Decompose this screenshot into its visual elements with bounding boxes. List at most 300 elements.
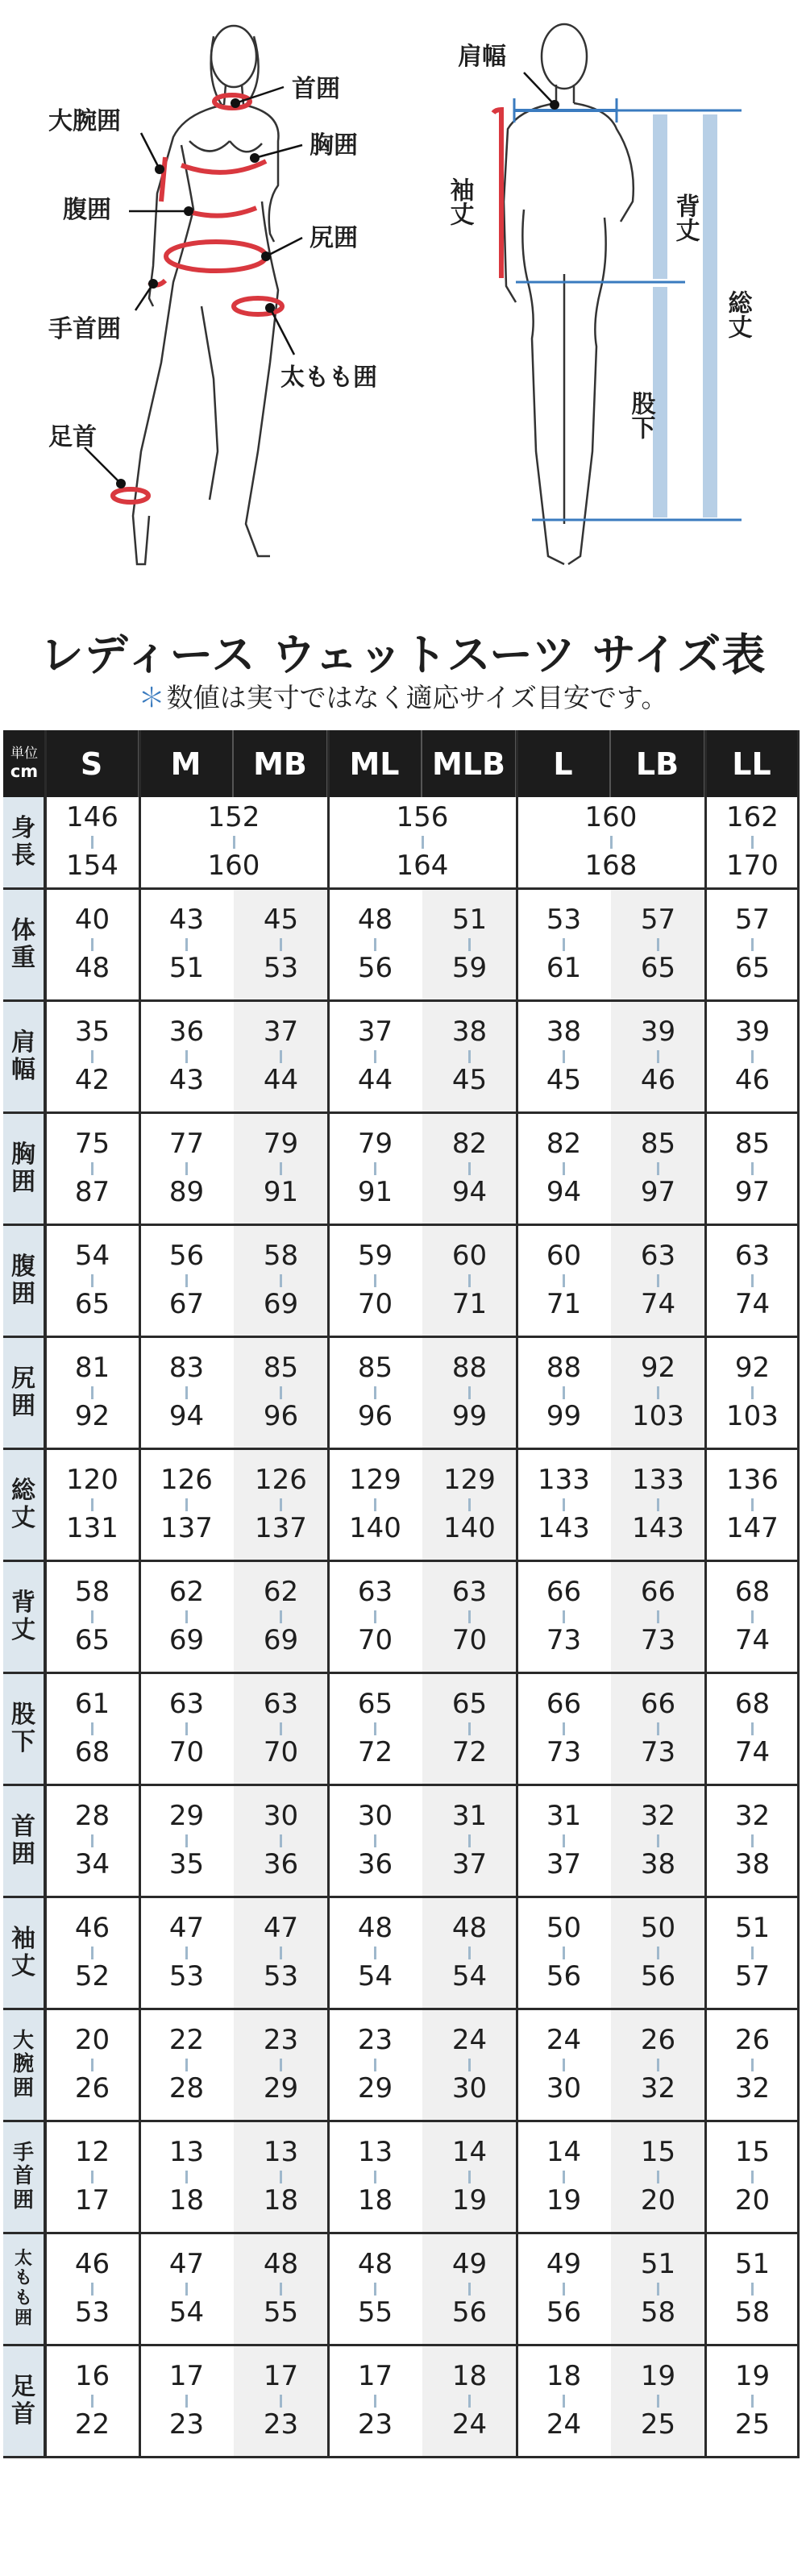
row-label-char: 長 (11, 841, 35, 870)
row-label (3, 2122, 45, 2234)
range-dash (374, 2171, 376, 2183)
row-label-char: 体 (11, 916, 35, 945)
value-cell (517, 2122, 611, 2234)
range-min: 48 (451, 1912, 488, 1945)
value-cell (422, 2346, 517, 2458)
range-max: 17 (74, 2184, 110, 2217)
range-max: 30 (451, 2072, 488, 2104)
value-cell (234, 2234, 328, 2346)
range-dash (657, 1386, 659, 1399)
range-max: 99 (546, 1400, 582, 1432)
range-dash (374, 1947, 376, 1959)
range-min: 85 (263, 1352, 299, 1385)
range-dash (185, 2059, 188, 2071)
range-min: 62 (168, 1576, 205, 1609)
range-min: 22 (168, 2024, 205, 2057)
range-dash (91, 1274, 93, 1287)
range-min: 82 (546, 1128, 582, 1161)
value-cell (517, 1002, 611, 1114)
range-dash (374, 1274, 376, 1287)
range-max: 99 (451, 1400, 488, 1432)
range-min: 92 (640, 1352, 676, 1385)
range-dash (91, 1947, 93, 1959)
value-cell (328, 1114, 422, 1226)
range-max: 35 (168, 1848, 205, 1880)
range-dash (751, 2059, 754, 2071)
range-dash (91, 1498, 93, 1511)
range-min: 82 (451, 1128, 488, 1161)
range-min: 83 (168, 1352, 205, 1385)
label-back-length: 背丈 (671, 193, 700, 242)
range-min: 120 (66, 1464, 118, 1497)
value-cell (422, 2010, 517, 2122)
range-min: 15 (734, 2136, 771, 2169)
range-min: 32 (640, 1800, 676, 1833)
range-min: 20 (74, 2024, 110, 2057)
range-max: 42 (74, 1064, 110, 1096)
value-cell (705, 1450, 800, 1562)
value-cell (705, 2010, 800, 2122)
range-dash (657, 1050, 659, 1063)
range-max: 54 (168, 2296, 205, 2329)
range-max: 89 (168, 1176, 205, 1208)
range-dash (563, 1274, 565, 1287)
range-min: 88 (451, 1352, 488, 1385)
row-label (3, 2234, 45, 2346)
size-table (3, 730, 800, 2571)
range-min: 56 (168, 1240, 205, 1273)
range-dash (422, 836, 424, 849)
range-min: 12 (74, 2136, 110, 2169)
range-dash (657, 1834, 659, 1847)
range-dash (563, 1722, 565, 1735)
value-cell (139, 2122, 234, 2234)
range-dash (751, 2283, 754, 2296)
range-min: 85 (357, 1352, 393, 1385)
range-min: 26 (640, 2024, 676, 2057)
value-cell (234, 1786, 328, 1898)
range-max: 38 (734, 1848, 771, 1880)
range-max: 65 (74, 1624, 110, 1656)
range-dash (280, 1610, 282, 1623)
range-min: 28 (74, 1800, 110, 1833)
value-cell (517, 1114, 611, 1226)
range-min: 48 (357, 2248, 393, 2281)
range-min: 50 (640, 1912, 676, 1945)
height-cell (705, 797, 800, 890)
value-cell (422, 1002, 517, 1114)
range-max: 65 (640, 952, 676, 984)
range-dash (468, 1947, 471, 1959)
value-cell (705, 2234, 800, 2346)
back-measure-lines (493, 98, 742, 520)
range-min: 18 (451, 2360, 488, 2393)
range-dash (563, 1050, 565, 1063)
note-text: 数値は実寸ではなく適応サイズ目安です。 (166, 682, 668, 713)
range-min: 26 (734, 2024, 771, 2057)
range-max: 53 (74, 2296, 110, 2329)
range-dash (468, 1498, 471, 1511)
value-cell (328, 1226, 422, 1338)
range-min: 38 (451, 1016, 488, 1049)
value-cell (328, 2122, 422, 2234)
range-max: 61 (546, 952, 582, 984)
size-header-mlb: MLB (422, 730, 517, 797)
range-max: 20 (734, 2184, 771, 2217)
value-cell (139, 2010, 234, 2122)
value-cell (611, 1114, 705, 1226)
row-label-char: 下 (11, 1728, 35, 1756)
range-dash (374, 2283, 376, 2296)
row-label-char: 囲 (12, 2188, 34, 2212)
range-min: 160 (584, 801, 638, 834)
range-min: 17 (357, 2360, 393, 2393)
range-max: 53 (263, 1960, 299, 1992)
label-waist: 腹囲 (63, 196, 111, 224)
range-min: 133 (632, 1464, 684, 1497)
range-min: 126 (255, 1464, 307, 1497)
range-max: 70 (263, 1736, 299, 1768)
label-sleeve-length: 袖丈 (445, 177, 474, 226)
range-min: 63 (263, 1688, 299, 1721)
range-max: 74 (734, 1624, 771, 1656)
range-max: 73 (546, 1736, 582, 1768)
range-dash (563, 2283, 565, 2296)
value-cell (139, 1562, 234, 1674)
range-dash (468, 938, 471, 951)
range-min: 17 (168, 2360, 205, 2393)
value-cell (611, 1898, 705, 2010)
range-dash (563, 2171, 565, 2183)
range-max: 147 (726, 1512, 779, 1544)
range-max: 46 (640, 1064, 676, 1096)
range-max: 65 (734, 952, 771, 984)
range-min: 85 (734, 1128, 771, 1161)
value-cell (234, 2346, 328, 2458)
value-cell (328, 890, 422, 1002)
range-min: 79 (357, 1128, 393, 1161)
range-min: 39 (734, 1016, 771, 1049)
range-dash (91, 1386, 93, 1399)
range-dash (374, 1386, 376, 1399)
label-thigh: 太もも囲 (280, 364, 377, 392)
range-min: 45 (263, 904, 299, 937)
range-min: 59 (357, 1240, 393, 1273)
range-max: 45 (451, 1064, 488, 1096)
range-min: 14 (451, 2136, 488, 2169)
value-cell (422, 1338, 517, 1450)
range-min: 68 (734, 1576, 771, 1609)
size-header-ml: ML (328, 730, 422, 797)
range-max: 46 (734, 1064, 771, 1096)
range-max: 56 (546, 2296, 582, 2329)
value-cell (45, 2010, 139, 2122)
range-max: 44 (357, 1064, 393, 1096)
range-dash (280, 1274, 282, 1287)
range-dash (91, 2171, 93, 2183)
range-min: 92 (734, 1352, 771, 1385)
range-dash (563, 1610, 565, 1623)
range-min: 46 (74, 2248, 110, 2281)
range-max: 94 (546, 1176, 582, 1208)
value-cell (45, 1562, 139, 1674)
range-min: 18 (546, 2360, 582, 2393)
row-label-char: 囲 (11, 1168, 35, 1196)
value-cell (234, 1226, 328, 1338)
value-cell (234, 1450, 328, 1562)
value-cell (45, 1226, 139, 1338)
range-max: 67 (168, 1288, 205, 1320)
range-dash (751, 1386, 754, 1399)
range-min: 63 (451, 1576, 488, 1609)
range-min: 19 (734, 2360, 771, 2393)
range-dash (91, 1834, 93, 1847)
value-cell (328, 2234, 422, 2346)
range-max: 71 (451, 1288, 488, 1320)
row-label-char: も (14, 2288, 32, 2308)
row-label (3, 797, 45, 890)
value-cell (422, 1450, 517, 1562)
value-cell (611, 1786, 705, 1898)
range-min: 40 (74, 904, 110, 937)
range-min: 63 (357, 1576, 393, 1609)
range-dash (468, 2395, 471, 2408)
range-max: 143 (632, 1512, 684, 1544)
range-dash (280, 1386, 282, 1399)
value-cell (705, 1002, 800, 1114)
range-max: 69 (263, 1624, 299, 1656)
size-note (0, 677, 806, 715)
row-label-char: 尻 (11, 1365, 35, 1394)
value-cell (139, 890, 234, 1002)
value-cell (611, 2234, 705, 2346)
range-min: 38 (546, 1016, 582, 1049)
value-cell (234, 1898, 328, 2010)
value-cell (611, 2346, 705, 2458)
row-label-char: 肩 (11, 1028, 35, 1057)
range-max: 23 (168, 2408, 205, 2441)
range-min: 51 (734, 1912, 771, 1945)
range-min: 63 (734, 1240, 771, 1273)
range-max: 91 (263, 1176, 299, 1208)
range-max: 170 (726, 850, 779, 882)
range-max: 68 (74, 1736, 110, 1768)
range-dash (185, 1386, 188, 1399)
row-label (3, 1898, 45, 2010)
value-cell (517, 2010, 611, 2122)
height-cell (139, 797, 328, 890)
range-max: 92 (74, 1400, 110, 1432)
group-divider (516, 730, 518, 2458)
range-min: 29 (168, 1800, 205, 1833)
range-dash (657, 1498, 659, 1511)
range-max: 70 (168, 1736, 205, 1768)
range-max: 36 (263, 1848, 299, 1880)
range-max: 26 (74, 2072, 110, 2104)
range-max: 19 (451, 2184, 488, 2217)
value-cell (139, 2346, 234, 2458)
value-cell (611, 1226, 705, 1338)
range-max: 94 (168, 1400, 205, 1432)
range-min: 13 (357, 2136, 393, 2169)
value-cell (517, 2234, 611, 2346)
range-dash (374, 2395, 376, 2408)
value-cell (705, 1562, 800, 1674)
range-max: 23 (357, 2408, 393, 2441)
range-max: 54 (357, 1960, 393, 1992)
range-max: 97 (640, 1176, 676, 1208)
value-cell (517, 1338, 611, 1450)
value-cell (611, 1674, 705, 1786)
range-dash (185, 1498, 188, 1511)
row-label-char: 首 (12, 2164, 34, 2189)
range-dash (91, 836, 93, 849)
range-dash (468, 1722, 471, 1735)
value-cell (328, 1562, 422, 1674)
row-label (3, 1114, 45, 1226)
range-dash (657, 2395, 659, 2408)
range-dash (468, 1162, 471, 1175)
range-min: 88 (546, 1352, 582, 1385)
range-dash (374, 938, 376, 951)
range-dash (751, 1162, 754, 1175)
range-dash (374, 1498, 376, 1511)
range-min: 43 (168, 904, 205, 937)
range-max: 97 (734, 1176, 771, 1208)
row-label (3, 1786, 45, 1898)
group-divider (797, 730, 800, 2458)
range-min: 31 (451, 1800, 488, 1833)
range-dash (751, 1834, 754, 1847)
row-label-char: 丈 (11, 1952, 35, 1980)
range-dash (185, 1610, 188, 1623)
row-label-char: 太 (14, 2248, 32, 2269)
range-min: 51 (640, 2248, 676, 2281)
range-min: 23 (357, 2024, 393, 2057)
range-min: 126 (160, 1464, 213, 1497)
range-max: 25 (640, 2408, 676, 2441)
label-shoulder-width: 肩幅 (458, 43, 506, 71)
height-cell (517, 797, 705, 890)
size-header-m: M (139, 730, 234, 797)
value-cell (611, 1002, 705, 1114)
range-dash (374, 1162, 376, 1175)
range-max: 19 (546, 2184, 582, 2217)
range-dash (657, 1274, 659, 1287)
range-dash (657, 1610, 659, 1623)
range-min: 53 (546, 904, 582, 937)
range-dash (657, 2283, 659, 2296)
label-chest: 胸囲 (310, 131, 358, 160)
range-min: 68 (734, 1688, 771, 1721)
value-cell (139, 1898, 234, 2010)
range-dash (91, 938, 93, 951)
range-min: 63 (168, 1688, 205, 1721)
row-label (3, 1226, 45, 1338)
range-dash (657, 1722, 659, 1735)
range-dash (280, 1050, 282, 1063)
range-max: 137 (160, 1512, 213, 1544)
value-cell (234, 1562, 328, 1674)
value-cell (517, 1898, 611, 2010)
range-max: 45 (546, 1064, 582, 1096)
row-label-char: 幅 (11, 1056, 35, 1084)
range-max: 25 (734, 2408, 771, 2441)
range-max: 53 (168, 1960, 205, 1992)
range-dash (185, 1834, 188, 1847)
unit-cell (3, 730, 45, 797)
row-label-char: 丈 (11, 1616, 35, 1644)
row-label-char: 首 (11, 2400, 35, 2429)
range-dash (185, 2283, 188, 2296)
range-max: 18 (357, 2184, 393, 2217)
range-dash (610, 836, 613, 849)
range-dash (91, 2283, 93, 2296)
row-label (3, 2010, 45, 2122)
value-cell (422, 1562, 517, 1674)
value-cell (611, 1338, 705, 1450)
range-max: 20 (640, 2184, 676, 2217)
row-label (3, 1338, 45, 1450)
range-min: 77 (168, 1128, 205, 1161)
range-dash (280, 1162, 282, 1175)
value-cell (705, 890, 800, 1002)
label-ankle: 足首 (48, 423, 97, 451)
range-max: 29 (357, 2072, 393, 2104)
range-min: 47 (168, 1912, 205, 1945)
range-dash (185, 1947, 188, 1959)
range-max: 32 (640, 2072, 676, 2104)
front-figure (133, 26, 278, 564)
range-max: 32 (734, 2072, 771, 2104)
value-cell (234, 2122, 328, 2234)
value-cell (705, 1114, 800, 1226)
range-dash (563, 2395, 565, 2408)
range-dash (751, 1610, 754, 1623)
value-cell (517, 1674, 611, 1786)
range-dash (563, 938, 565, 951)
value-cell (328, 1338, 422, 1450)
range-max: 168 (584, 850, 638, 882)
value-cell (45, 2122, 139, 2234)
range-max: 56 (546, 1960, 582, 1992)
row-label-char: 腹 (11, 1253, 35, 1282)
range-min: 15 (640, 2136, 676, 2169)
range-min: 14 (546, 2136, 582, 2169)
row-label-char: 腕 (12, 2052, 34, 2077)
value-cell (45, 1898, 139, 2010)
label-neck: 首囲 (292, 75, 340, 103)
range-max: 24 (546, 2408, 582, 2441)
range-max: 37 (546, 1848, 582, 1880)
range-min: 51 (451, 904, 488, 937)
range-dash (563, 2059, 565, 2071)
range-dash (563, 1162, 565, 1175)
range-min: 39 (640, 1016, 676, 1049)
range-min: 23 (263, 2024, 299, 2057)
range-dash (280, 1722, 282, 1735)
value-cell (139, 1226, 234, 1338)
range-min: 58 (74, 1576, 110, 1609)
range-min: 62 (263, 1576, 299, 1609)
range-max: 73 (640, 1624, 676, 1656)
row-label (3, 1002, 45, 1114)
value-cell (422, 2122, 517, 2234)
range-dash (280, 1834, 282, 1847)
range-max: 56 (451, 2296, 488, 2329)
range-dash (374, 2059, 376, 2071)
range-dash (91, 1162, 93, 1175)
